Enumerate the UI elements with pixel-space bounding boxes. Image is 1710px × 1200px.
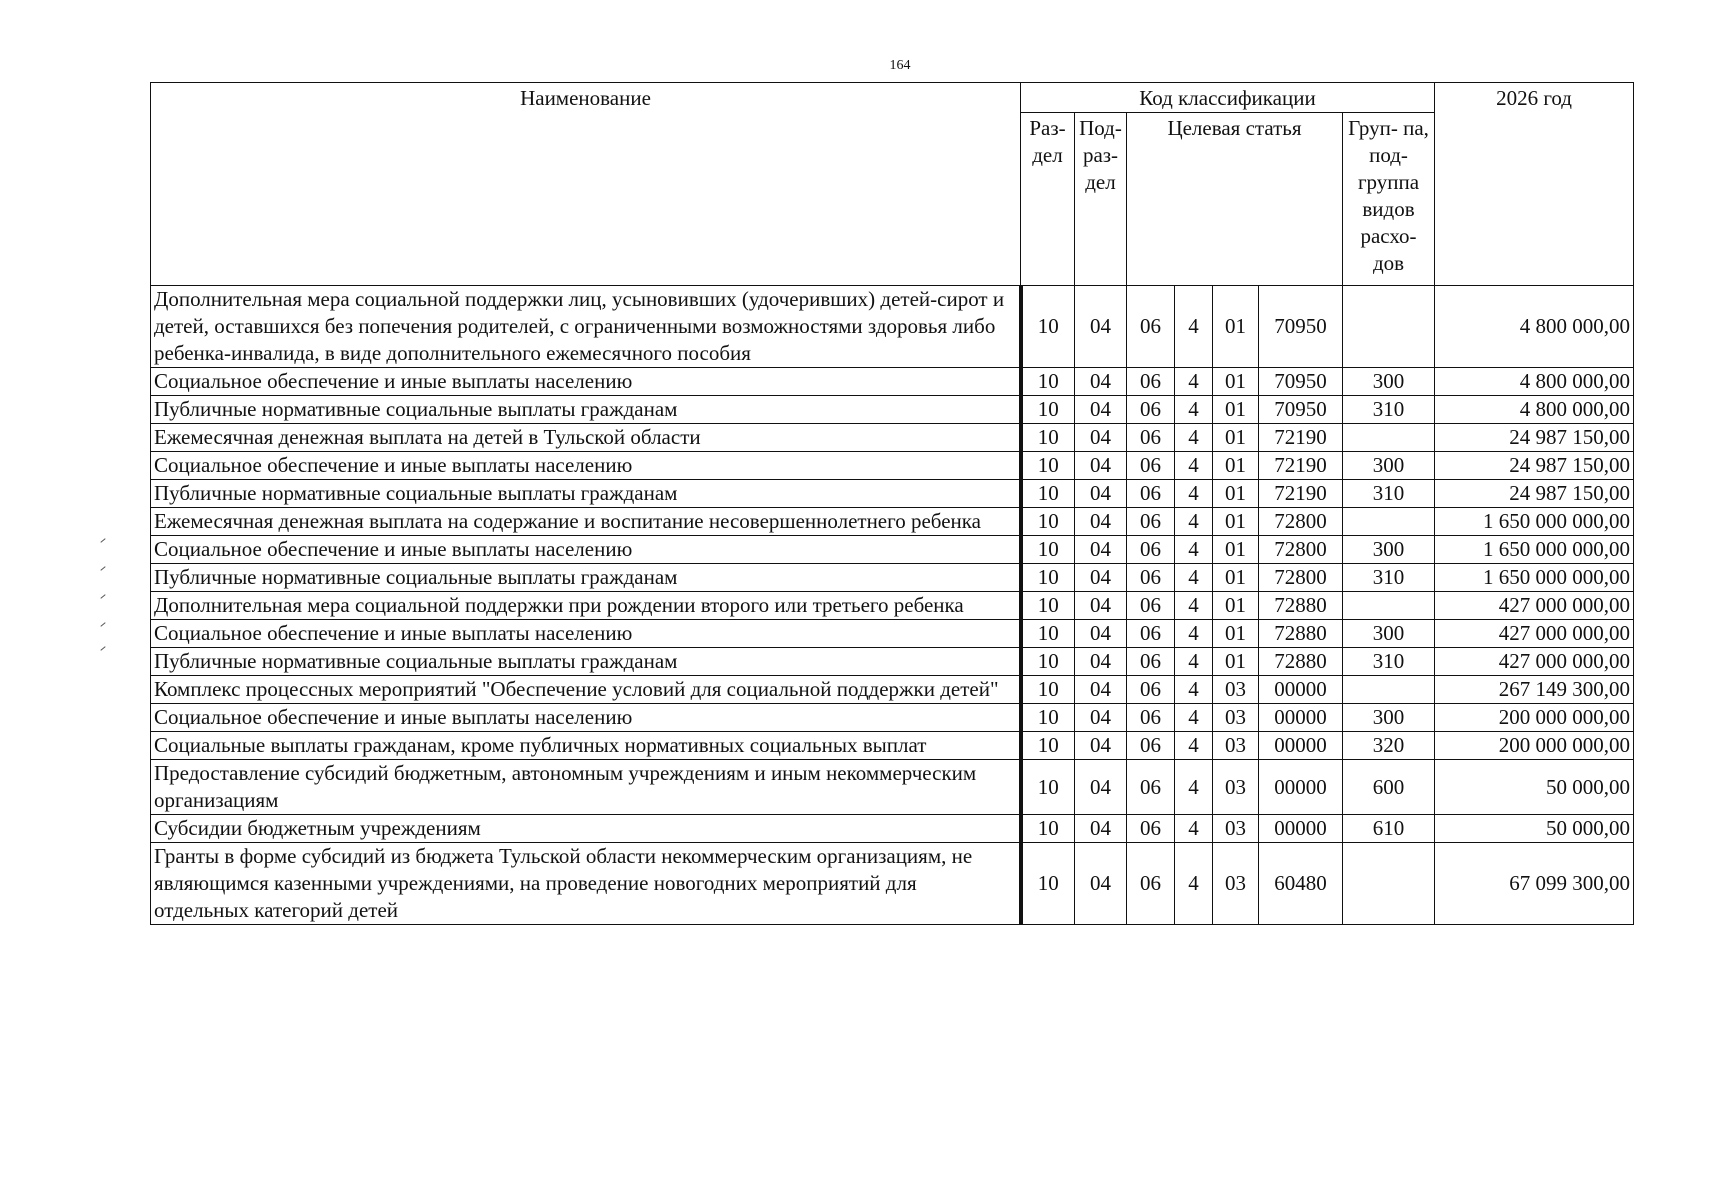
row-expense-group: 300 [1343, 620, 1435, 648]
row-subsection: 04 [1075, 424, 1127, 452]
row-target-complex: 01 [1213, 564, 1259, 592]
row-amount: 50 000,00 [1435, 815, 1634, 843]
row-target-direction: 60480 [1259, 843, 1343, 925]
row-amount: 200 000 000,00 [1435, 732, 1634, 760]
row-name: Публичные нормативные социальные выплаты гражданам [151, 564, 1021, 592]
row-expense-group: 300 [1343, 368, 1435, 396]
row-name: Субсидии бюджетным учреждениям [151, 815, 1021, 843]
row-target-program: 06 [1127, 815, 1175, 843]
row-target-direction: 72800 [1259, 536, 1343, 564]
row-section: 10 [1021, 760, 1075, 815]
row-name: Социальное обеспечение и иные выплаты населению [151, 620, 1021, 648]
row-expense-group: 300 [1343, 536, 1435, 564]
row-amount: 1 650 000 000,00 [1435, 508, 1634, 536]
row-section: 10 [1021, 368, 1075, 396]
row-target-program: 06 [1127, 536, 1175, 564]
row-section: 10 [1021, 704, 1075, 732]
row-amount: 4 800 000,00 [1435, 396, 1634, 424]
row-target-complex: 01 [1213, 480, 1259, 508]
row-section: 10 [1021, 508, 1075, 536]
row-amount: 50 000,00 [1435, 760, 1634, 815]
row-target-direction: 72880 [1259, 648, 1343, 676]
row-expense-group: 300 [1343, 452, 1435, 480]
row-target-complex: 03 [1213, 732, 1259, 760]
row-section: 10 [1021, 286, 1075, 368]
row-amount: 200 000 000,00 [1435, 704, 1634, 732]
row-name: Гранты в форме субсидий из бюджета Тульской области некоммерческим организациям, не являющимся казенными учреждениями, на проведение новогодних мероприятий для отдельных категорий детей [151, 843, 1021, 925]
row-target-direction: 00000 [1259, 676, 1343, 704]
row-target-type: 4 [1175, 564, 1213, 592]
row-target-direction: 72190 [1259, 480, 1343, 508]
row-target-complex: 01 [1213, 592, 1259, 620]
row-subsection: 04 [1075, 564, 1127, 592]
row-expense-group [1343, 424, 1435, 452]
page-number: 164 [889, 58, 911, 73]
row-section: 10 [1021, 592, 1075, 620]
row-expense-group: 320 [1343, 732, 1435, 760]
row-target-complex: 01 [1213, 508, 1259, 536]
table-row [151, 676, 1634, 704]
row-amount: 24 987 150,00 [1435, 452, 1634, 480]
table-row [151, 536, 1634, 564]
row-target-program: 06 [1127, 452, 1175, 480]
table-row [151, 620, 1634, 648]
row-target-program: 06 [1127, 843, 1175, 925]
row-target-direction: 72880 [1259, 620, 1343, 648]
row-target-complex: 03 [1213, 704, 1259, 732]
row-amount: 1 650 000 000,00 [1435, 564, 1634, 592]
row-target-type: 4 [1175, 452, 1213, 480]
row-target-program: 06 [1127, 620, 1175, 648]
row-target-program: 06 [1127, 592, 1175, 620]
row-amount: 24 987 150,00 [1435, 424, 1634, 452]
row-target-type: 4 [1175, 732, 1213, 760]
row-target-complex: 01 [1213, 286, 1259, 368]
row-target-program: 06 [1127, 286, 1175, 368]
row-section: 10 [1021, 480, 1075, 508]
table-row [151, 368, 1634, 396]
row-subsection: 04 [1075, 815, 1127, 843]
row-section: 10 [1021, 424, 1075, 452]
table-row [151, 704, 1634, 732]
row-target-type: 4 [1175, 620, 1213, 648]
table-row [151, 592, 1634, 620]
row-amount: 4 800 000,00 [1435, 368, 1634, 396]
table-row [151, 424, 1634, 452]
row-expense-group: 610 [1343, 815, 1435, 843]
row-target-type: 4 [1175, 396, 1213, 424]
row-target-complex: 01 [1213, 396, 1259, 424]
row-expense-group [1343, 286, 1435, 368]
row-section: 10 [1021, 564, 1075, 592]
row-subsection: 04 [1075, 396, 1127, 424]
row-target-program: 06 [1127, 648, 1175, 676]
row-expense-group [1343, 508, 1435, 536]
header-name: Наименование [151, 83, 1021, 286]
table-row [151, 396, 1634, 424]
row-amount: 427 000 000,00 [1435, 592, 1634, 620]
row-section: 10 [1021, 676, 1075, 704]
row-subsection: 04 [1075, 452, 1127, 480]
header-classification: Код классификации [1021, 83, 1435, 113]
scan-marks [100, 540, 120, 660]
row-expense-group [1343, 843, 1435, 925]
row-target-type: 4 [1175, 704, 1213, 732]
row-target-program: 06 [1127, 564, 1175, 592]
row-target-direction: 70950 [1259, 396, 1343, 424]
row-target-direction: 00000 [1259, 815, 1343, 843]
table-row [151, 815, 1634, 843]
row-section: 10 [1021, 452, 1075, 480]
table-row [151, 648, 1634, 676]
row-target-complex: 01 [1213, 452, 1259, 480]
row-target-direction: 72800 [1259, 564, 1343, 592]
table-header [151, 83, 1634, 286]
row-expense-group: 310 [1343, 480, 1435, 508]
row-target-direction: 70950 [1259, 368, 1343, 396]
row-name: Публичные нормативные социальные выплаты гражданам [151, 396, 1021, 424]
row-target-type: 4 [1175, 815, 1213, 843]
row-subsection: 04 [1075, 592, 1127, 620]
table-row [151, 564, 1634, 592]
row-target-direction: 00000 [1259, 732, 1343, 760]
row-subsection: 04 [1075, 676, 1127, 704]
table-row [151, 760, 1634, 815]
row-target-program: 06 [1127, 424, 1175, 452]
row-subsection: 04 [1075, 368, 1127, 396]
row-expense-group: 310 [1343, 648, 1435, 676]
row-target-type: 4 [1175, 508, 1213, 536]
row-target-complex: 03 [1213, 676, 1259, 704]
row-target-complex: 01 [1213, 620, 1259, 648]
row-target-type: 4 [1175, 480, 1213, 508]
row-amount: 4 800 000,00 [1435, 286, 1634, 368]
row-name: Ежемесячная денежная выплата на детей в Тульской области [151, 424, 1021, 452]
row-target-program: 06 [1127, 676, 1175, 704]
row-name: Комплекс процессных мероприятий "Обеспечение условий для социальной поддержки детей" [151, 676, 1021, 704]
row-subsection: 04 [1075, 508, 1127, 536]
row-target-complex: 01 [1213, 648, 1259, 676]
row-subsection: 04 [1075, 536, 1127, 564]
row-section: 10 [1021, 648, 1075, 676]
row-target-type: 4 [1175, 592, 1213, 620]
row-name: Публичные нормативные социальные выплаты гражданам [151, 648, 1021, 676]
row-target-type: 4 [1175, 424, 1213, 452]
table-row [151, 480, 1634, 508]
row-target-direction: 72800 [1259, 508, 1343, 536]
row-amount: 427 000 000,00 [1435, 648, 1634, 676]
row-section: 10 [1021, 620, 1075, 648]
row-expense-group: 300 [1343, 704, 1435, 732]
header-expense-group: Груп- па, под- группа видов расхо- дов [1343, 113, 1435, 286]
row-target-program: 06 [1127, 760, 1175, 815]
row-target-direction: 72190 [1259, 452, 1343, 480]
row-subsection: 04 [1075, 620, 1127, 648]
row-target-complex: 01 [1213, 536, 1259, 564]
row-target-complex: 03 [1213, 760, 1259, 815]
row-name: Социальное обеспечение и иные выплаты населению [151, 452, 1021, 480]
row-target-type: 4 [1175, 648, 1213, 676]
table-row [151, 286, 1634, 368]
row-amount: 24 987 150,00 [1435, 480, 1634, 508]
header-section: Раз- дел [1021, 113, 1075, 286]
row-expense-group [1343, 592, 1435, 620]
row-section: 10 [1021, 843, 1075, 925]
row-subsection: 04 [1075, 760, 1127, 815]
row-target-complex: 01 [1213, 368, 1259, 396]
budget-table [150, 82, 1634, 925]
row-target-program: 06 [1127, 368, 1175, 396]
row-amount: 67 099 300,00 [1435, 843, 1634, 925]
row-section: 10 [1021, 815, 1075, 843]
row-target-program: 06 [1127, 480, 1175, 508]
table-row [151, 508, 1634, 536]
row-target-type: 4 [1175, 368, 1213, 396]
header-year: 2026 год [1435, 83, 1634, 286]
row-target-direction: 70950 [1259, 286, 1343, 368]
row-expense-group: 310 [1343, 564, 1435, 592]
row-name: Дополнительная мера социальной поддержки лиц, усыновивших (удочеривших) детей-сирот и детей, оставшихся без попечения родителей, с ограниченными возможностями здоровья либо ребенка-инвалида, в виде дополнительного ежемесячного пособия [151, 286, 1021, 368]
row-amount: 427 000 000,00 [1435, 620, 1634, 648]
row-subsection: 04 [1075, 648, 1127, 676]
row-target-program: 06 [1127, 732, 1175, 760]
row-target-program: 06 [1127, 508, 1175, 536]
row-target-type: 4 [1175, 286, 1213, 368]
row-amount: 1 650 000 000,00 [1435, 536, 1634, 564]
row-target-complex: 03 [1213, 815, 1259, 843]
row-target-direction: 00000 [1259, 704, 1343, 732]
row-name: Социальное обеспечение и иные выплаты населению [151, 704, 1021, 732]
header-subsection: Под- раз- дел [1075, 113, 1127, 286]
row-target-direction: 00000 [1259, 760, 1343, 815]
row-target-direction: 72190 [1259, 424, 1343, 452]
row-section: 10 [1021, 536, 1075, 564]
row-subsection: 04 [1075, 732, 1127, 760]
budget-table-container [150, 82, 1634, 925]
row-name: Социальное обеспечение и иные выплаты населению [151, 536, 1021, 564]
row-section: 10 [1021, 396, 1075, 424]
row-target-program: 06 [1127, 396, 1175, 424]
header-target-article: Целевая статья [1127, 113, 1343, 286]
row-expense-group: 600 [1343, 760, 1435, 815]
row-target-complex: 01 [1213, 424, 1259, 452]
row-target-type: 4 [1175, 760, 1213, 815]
row-name: Дополнительная мера социальной поддержки при рождении второго или третьего ребенка [151, 592, 1021, 620]
row-subsection: 04 [1075, 480, 1127, 508]
table-row [151, 732, 1634, 760]
table-row [151, 843, 1634, 925]
table-row [151, 452, 1634, 480]
row-target-type: 4 [1175, 536, 1213, 564]
row-name: Социальное обеспечение и иные выплаты населению [151, 368, 1021, 396]
row-name: Предоставление субсидий бюджетным, автономным учреждениям и иным некоммерческим организациям [151, 760, 1021, 815]
row-subsection: 04 [1075, 843, 1127, 925]
row-target-type: 4 [1175, 843, 1213, 925]
table-body [151, 286, 1634, 925]
row-target-complex: 03 [1213, 843, 1259, 925]
row-amount: 267 149 300,00 [1435, 676, 1634, 704]
row-expense-group: 310 [1343, 396, 1435, 424]
row-section: 10 [1021, 732, 1075, 760]
row-target-type: 4 [1175, 676, 1213, 704]
row-target-program: 06 [1127, 704, 1175, 732]
row-subsection: 04 [1075, 286, 1127, 368]
row-name: Публичные нормативные социальные выплаты гражданам [151, 480, 1021, 508]
row-expense-group [1343, 676, 1435, 704]
row-name: Социальные выплаты гражданам, кроме публичных нормативных социальных выплат [151, 732, 1021, 760]
row-subsection: 04 [1075, 704, 1127, 732]
row-name: Ежемесячная денежная выплата на содержание и воспитание несовершеннолетнего ребенка [151, 508, 1021, 536]
row-target-direction: 72880 [1259, 592, 1343, 620]
